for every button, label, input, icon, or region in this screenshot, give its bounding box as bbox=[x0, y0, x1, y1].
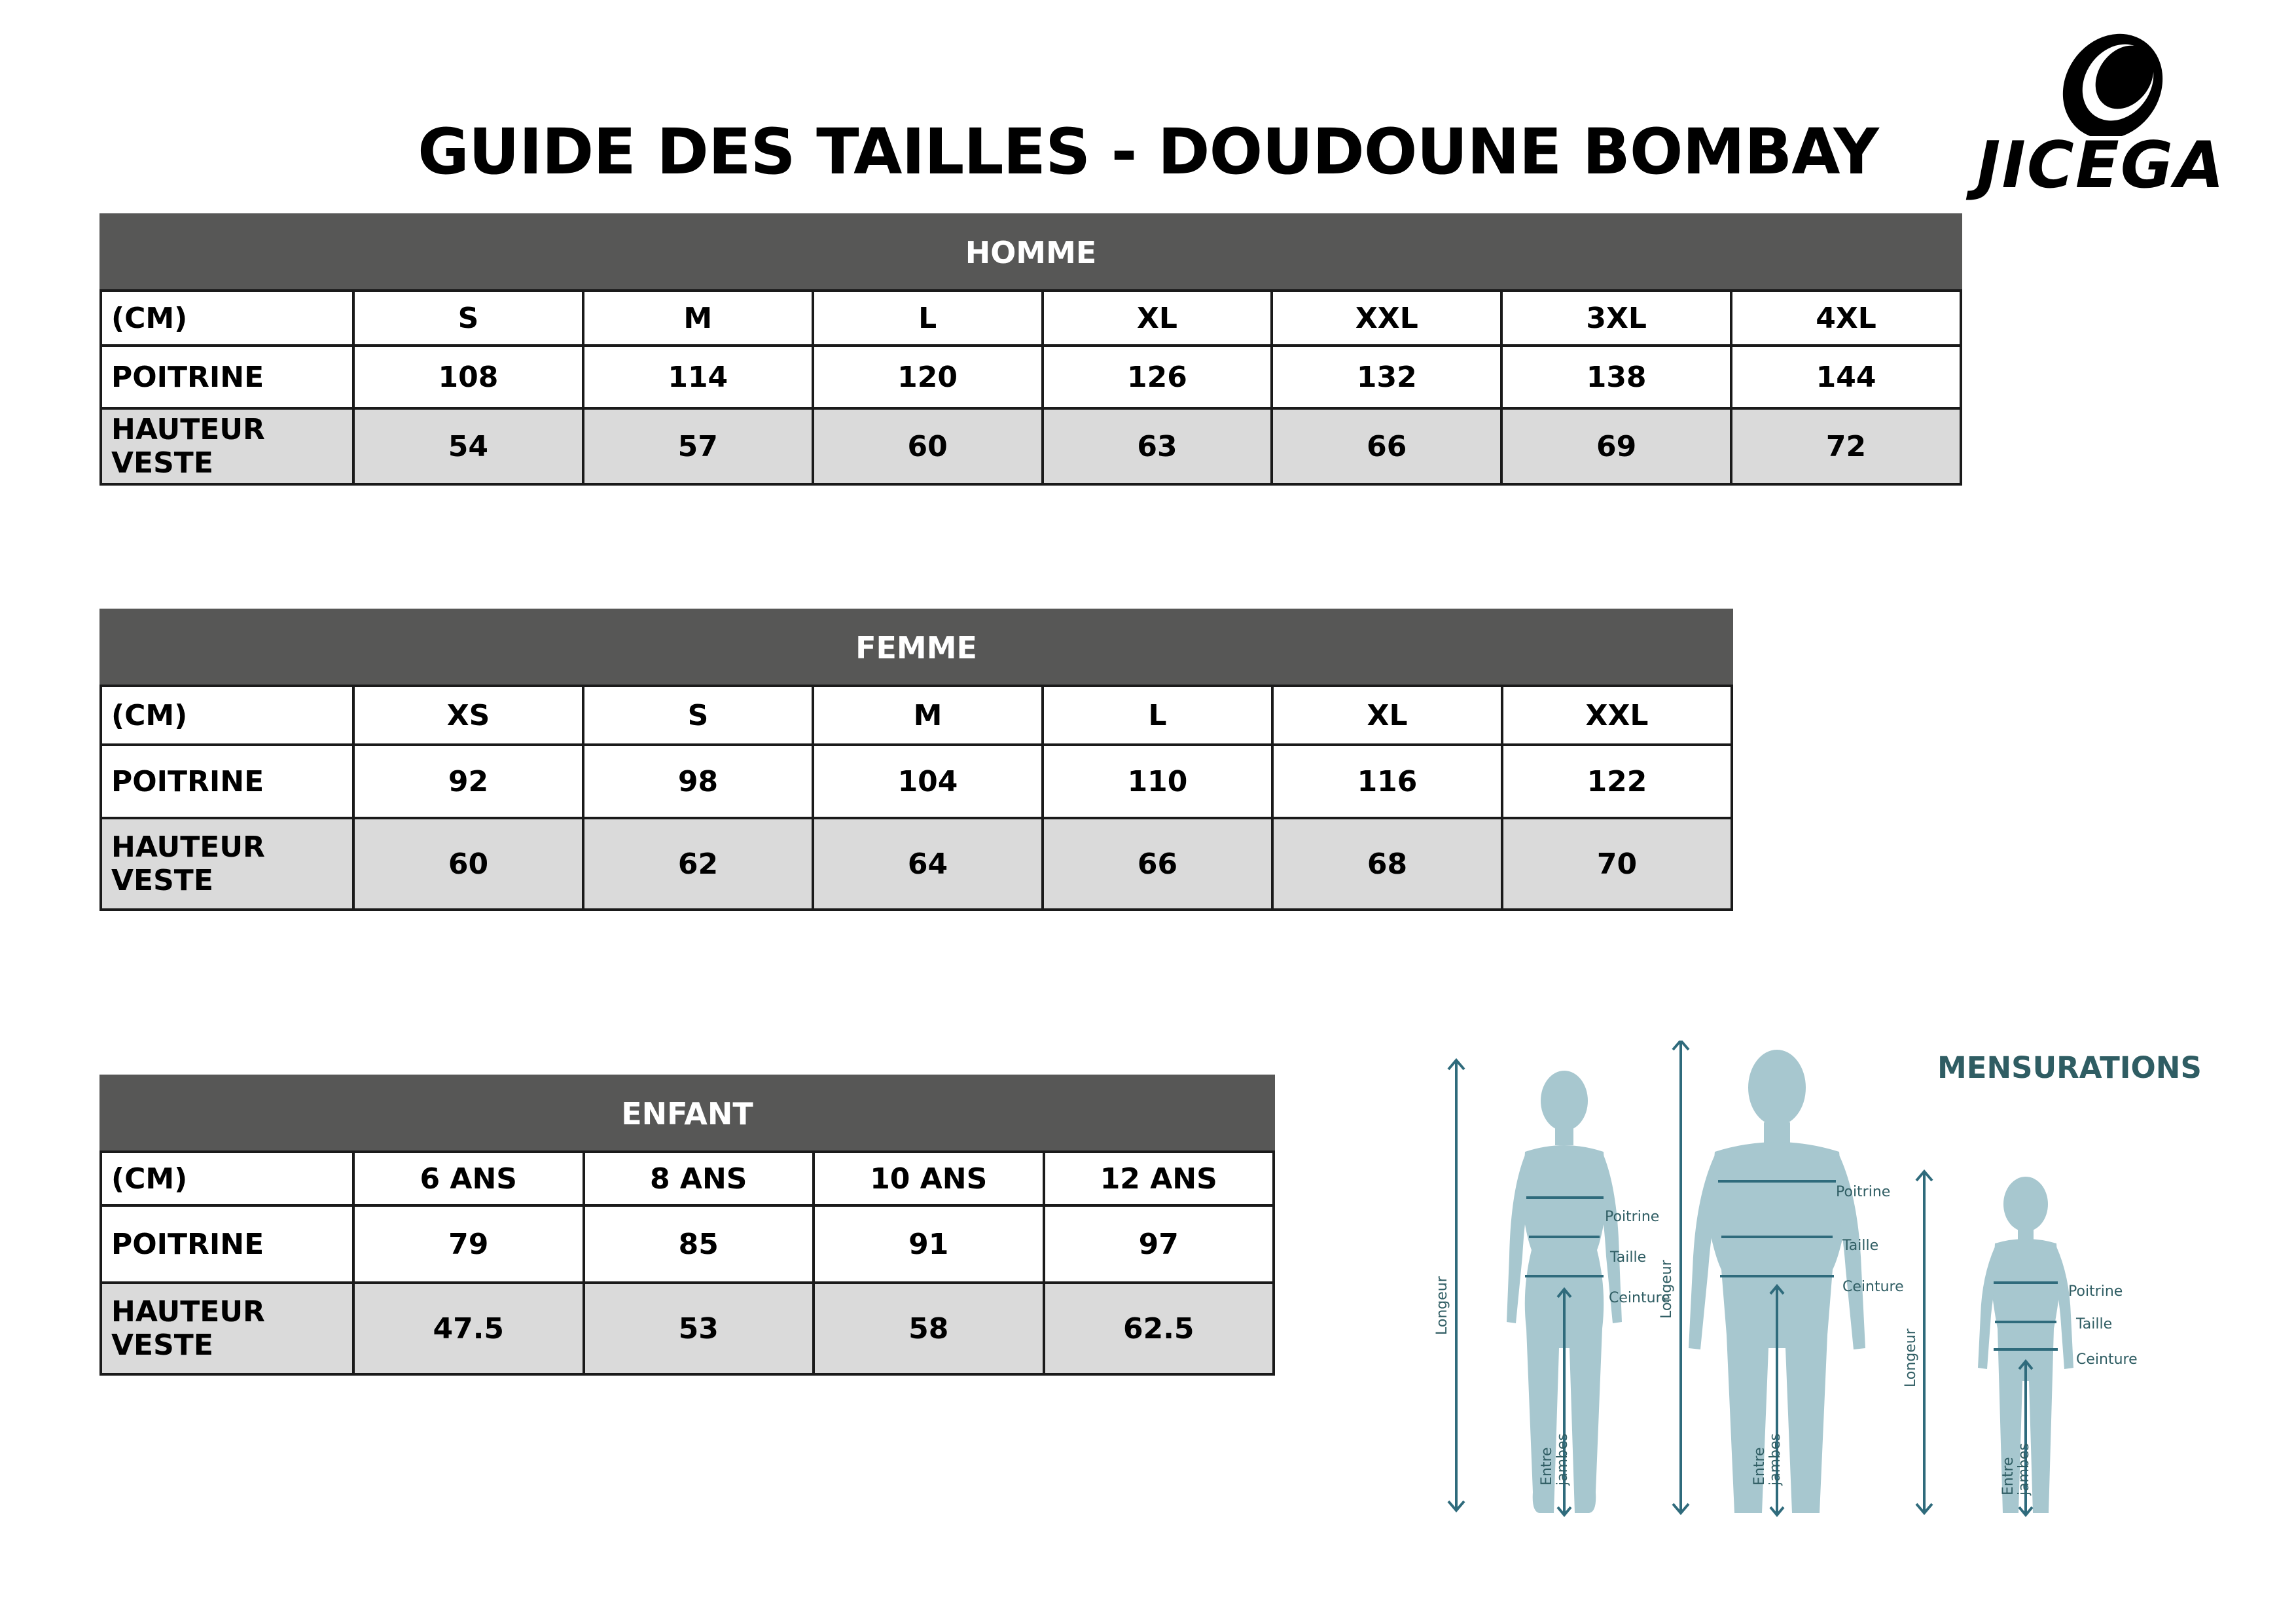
table-cell: 104 bbox=[813, 745, 1043, 818]
label-ceinture: Ceinture bbox=[2076, 1351, 2138, 1368]
size-header: 8 ANS bbox=[584, 1152, 814, 1205]
mensurations-title: MENSURATIONS bbox=[1937, 1050, 2202, 1085]
size-header: 4XL bbox=[1731, 291, 1961, 346]
body-measurement-diagram bbox=[1427, 1041, 2219, 1544]
table-cell: 70 bbox=[1502, 818, 1732, 910]
section-title-homme: HOMME bbox=[101, 215, 1961, 291]
table-cell: 66 bbox=[1272, 408, 1501, 484]
row-label-poitrine: POITRINE bbox=[101, 1205, 353, 1283]
table-cell: 126 bbox=[1043, 346, 1272, 408]
size-header: 10 ANS bbox=[814, 1152, 1044, 1205]
rugby-ball-icon bbox=[1977, 31, 2212, 136]
size-header: XS bbox=[353, 686, 583, 745]
label-taille: Taille bbox=[1842, 1238, 1879, 1254]
row-label-poitrine: POITRINE bbox=[101, 346, 353, 408]
size-header: 12 ANS bbox=[1044, 1152, 1274, 1205]
table-cell: 92 bbox=[353, 745, 583, 818]
table-cell: 47.5 bbox=[353, 1283, 584, 1374]
size-header: S bbox=[353, 291, 583, 346]
table-cell: 98 bbox=[583, 745, 813, 818]
label-taille: Taille bbox=[2076, 1316, 2113, 1332]
size-header: XXL bbox=[1502, 686, 1732, 745]
table-enfant bbox=[99, 1075, 1275, 1376]
table-cell: 108 bbox=[353, 346, 583, 408]
table-cell: 110 bbox=[1043, 745, 1272, 818]
table-cell: 69 bbox=[1501, 408, 1731, 484]
size-header: M bbox=[813, 686, 1043, 745]
label-longueur: Longeur bbox=[1434, 1276, 1450, 1335]
label-longueur: Longeur bbox=[1903, 1329, 1919, 1387]
size-header: L bbox=[813, 291, 1043, 346]
row-label-hauteur-veste: HAUTEUR VESTE bbox=[101, 1283, 353, 1374]
table-cell: 62.5 bbox=[1044, 1283, 1274, 1374]
table-cell: 114 bbox=[583, 346, 813, 408]
row-label-hauteur-veste: HAUTEUR VESTE bbox=[101, 818, 353, 910]
label-jambes: jambes bbox=[2016, 1443, 2032, 1495]
table-cell: 79 bbox=[353, 1205, 584, 1283]
table-cell: 53 bbox=[584, 1283, 814, 1374]
table-cell: 57 bbox=[583, 408, 813, 484]
table-cell: 64 bbox=[813, 818, 1043, 910]
table-cell: 91 bbox=[814, 1205, 1044, 1283]
table-cell: 62 bbox=[583, 818, 813, 910]
row-label-hauteur-veste: HAUTEUR VESTE bbox=[101, 408, 353, 484]
section-title-femme: FEMME bbox=[101, 610, 1732, 686]
label-entre: Entre bbox=[1539, 1447, 1555, 1486]
table-femme bbox=[99, 609, 1733, 911]
size-header: 3XL bbox=[1501, 291, 1731, 346]
size-header: XL bbox=[1043, 291, 1272, 346]
table-cell: 138 bbox=[1501, 346, 1731, 408]
table-cell: 116 bbox=[1272, 745, 1502, 818]
table-cell: 60 bbox=[353, 818, 583, 910]
table-cell: 54 bbox=[353, 408, 583, 484]
unit-label: (CM) bbox=[101, 686, 353, 745]
table-homme bbox=[99, 213, 1962, 486]
table-cell: 66 bbox=[1043, 818, 1272, 910]
table-cell: 63 bbox=[1043, 408, 1272, 484]
table-cell: 97 bbox=[1044, 1205, 1274, 1283]
label-longueur: Longeur bbox=[1659, 1260, 1675, 1319]
label-poitrine: Poitrine bbox=[2068, 1283, 2123, 1300]
table-cell: 122 bbox=[1502, 745, 1732, 818]
section-title-enfant: ENFANT bbox=[101, 1076, 1274, 1152]
unit-label: (CM) bbox=[101, 291, 353, 346]
label-poitrine: Poitrine bbox=[1836, 1184, 1891, 1200]
row-label-poitrine: POITRINE bbox=[101, 745, 353, 818]
label-entre: Entre bbox=[1751, 1447, 1768, 1486]
table-cell: 58 bbox=[814, 1283, 1044, 1374]
label-jambes: jambes bbox=[1767, 1433, 1784, 1486]
table-cell: 68 bbox=[1272, 818, 1502, 910]
size-header: L bbox=[1043, 686, 1272, 745]
label-ceinture: Ceinture bbox=[1609, 1290, 1670, 1306]
label-ceinture: Ceinture bbox=[1842, 1279, 1904, 1295]
table-cell: 132 bbox=[1272, 346, 1501, 408]
table-cell: 144 bbox=[1731, 346, 1961, 408]
label-taille: Taille bbox=[1610, 1249, 1647, 1266]
brand-logo bbox=[1977, 31, 2226, 203]
table-cell: 72 bbox=[1731, 408, 1961, 484]
page-title: GUIDE DES TAILLES - DOUDOUNE BOMBAY bbox=[418, 115, 1878, 188]
label-poitrine: Poitrine bbox=[1605, 1209, 1660, 1225]
table-cell: 60 bbox=[813, 408, 1043, 484]
size-header: M bbox=[583, 291, 813, 346]
label-jambes: jambes bbox=[1554, 1433, 1571, 1486]
size-header: S bbox=[583, 686, 813, 745]
size-header: XXL bbox=[1272, 291, 1501, 346]
label-entre: Entre bbox=[2000, 1457, 2017, 1495]
table-cell: 85 bbox=[584, 1205, 814, 1283]
logo-wordmark: JICEGA bbox=[1977, 128, 2226, 203]
size-header: 6 ANS bbox=[353, 1152, 584, 1205]
unit-label: (CM) bbox=[101, 1152, 353, 1205]
size-header: XL bbox=[1272, 686, 1502, 745]
table-cell: 120 bbox=[813, 346, 1043, 408]
